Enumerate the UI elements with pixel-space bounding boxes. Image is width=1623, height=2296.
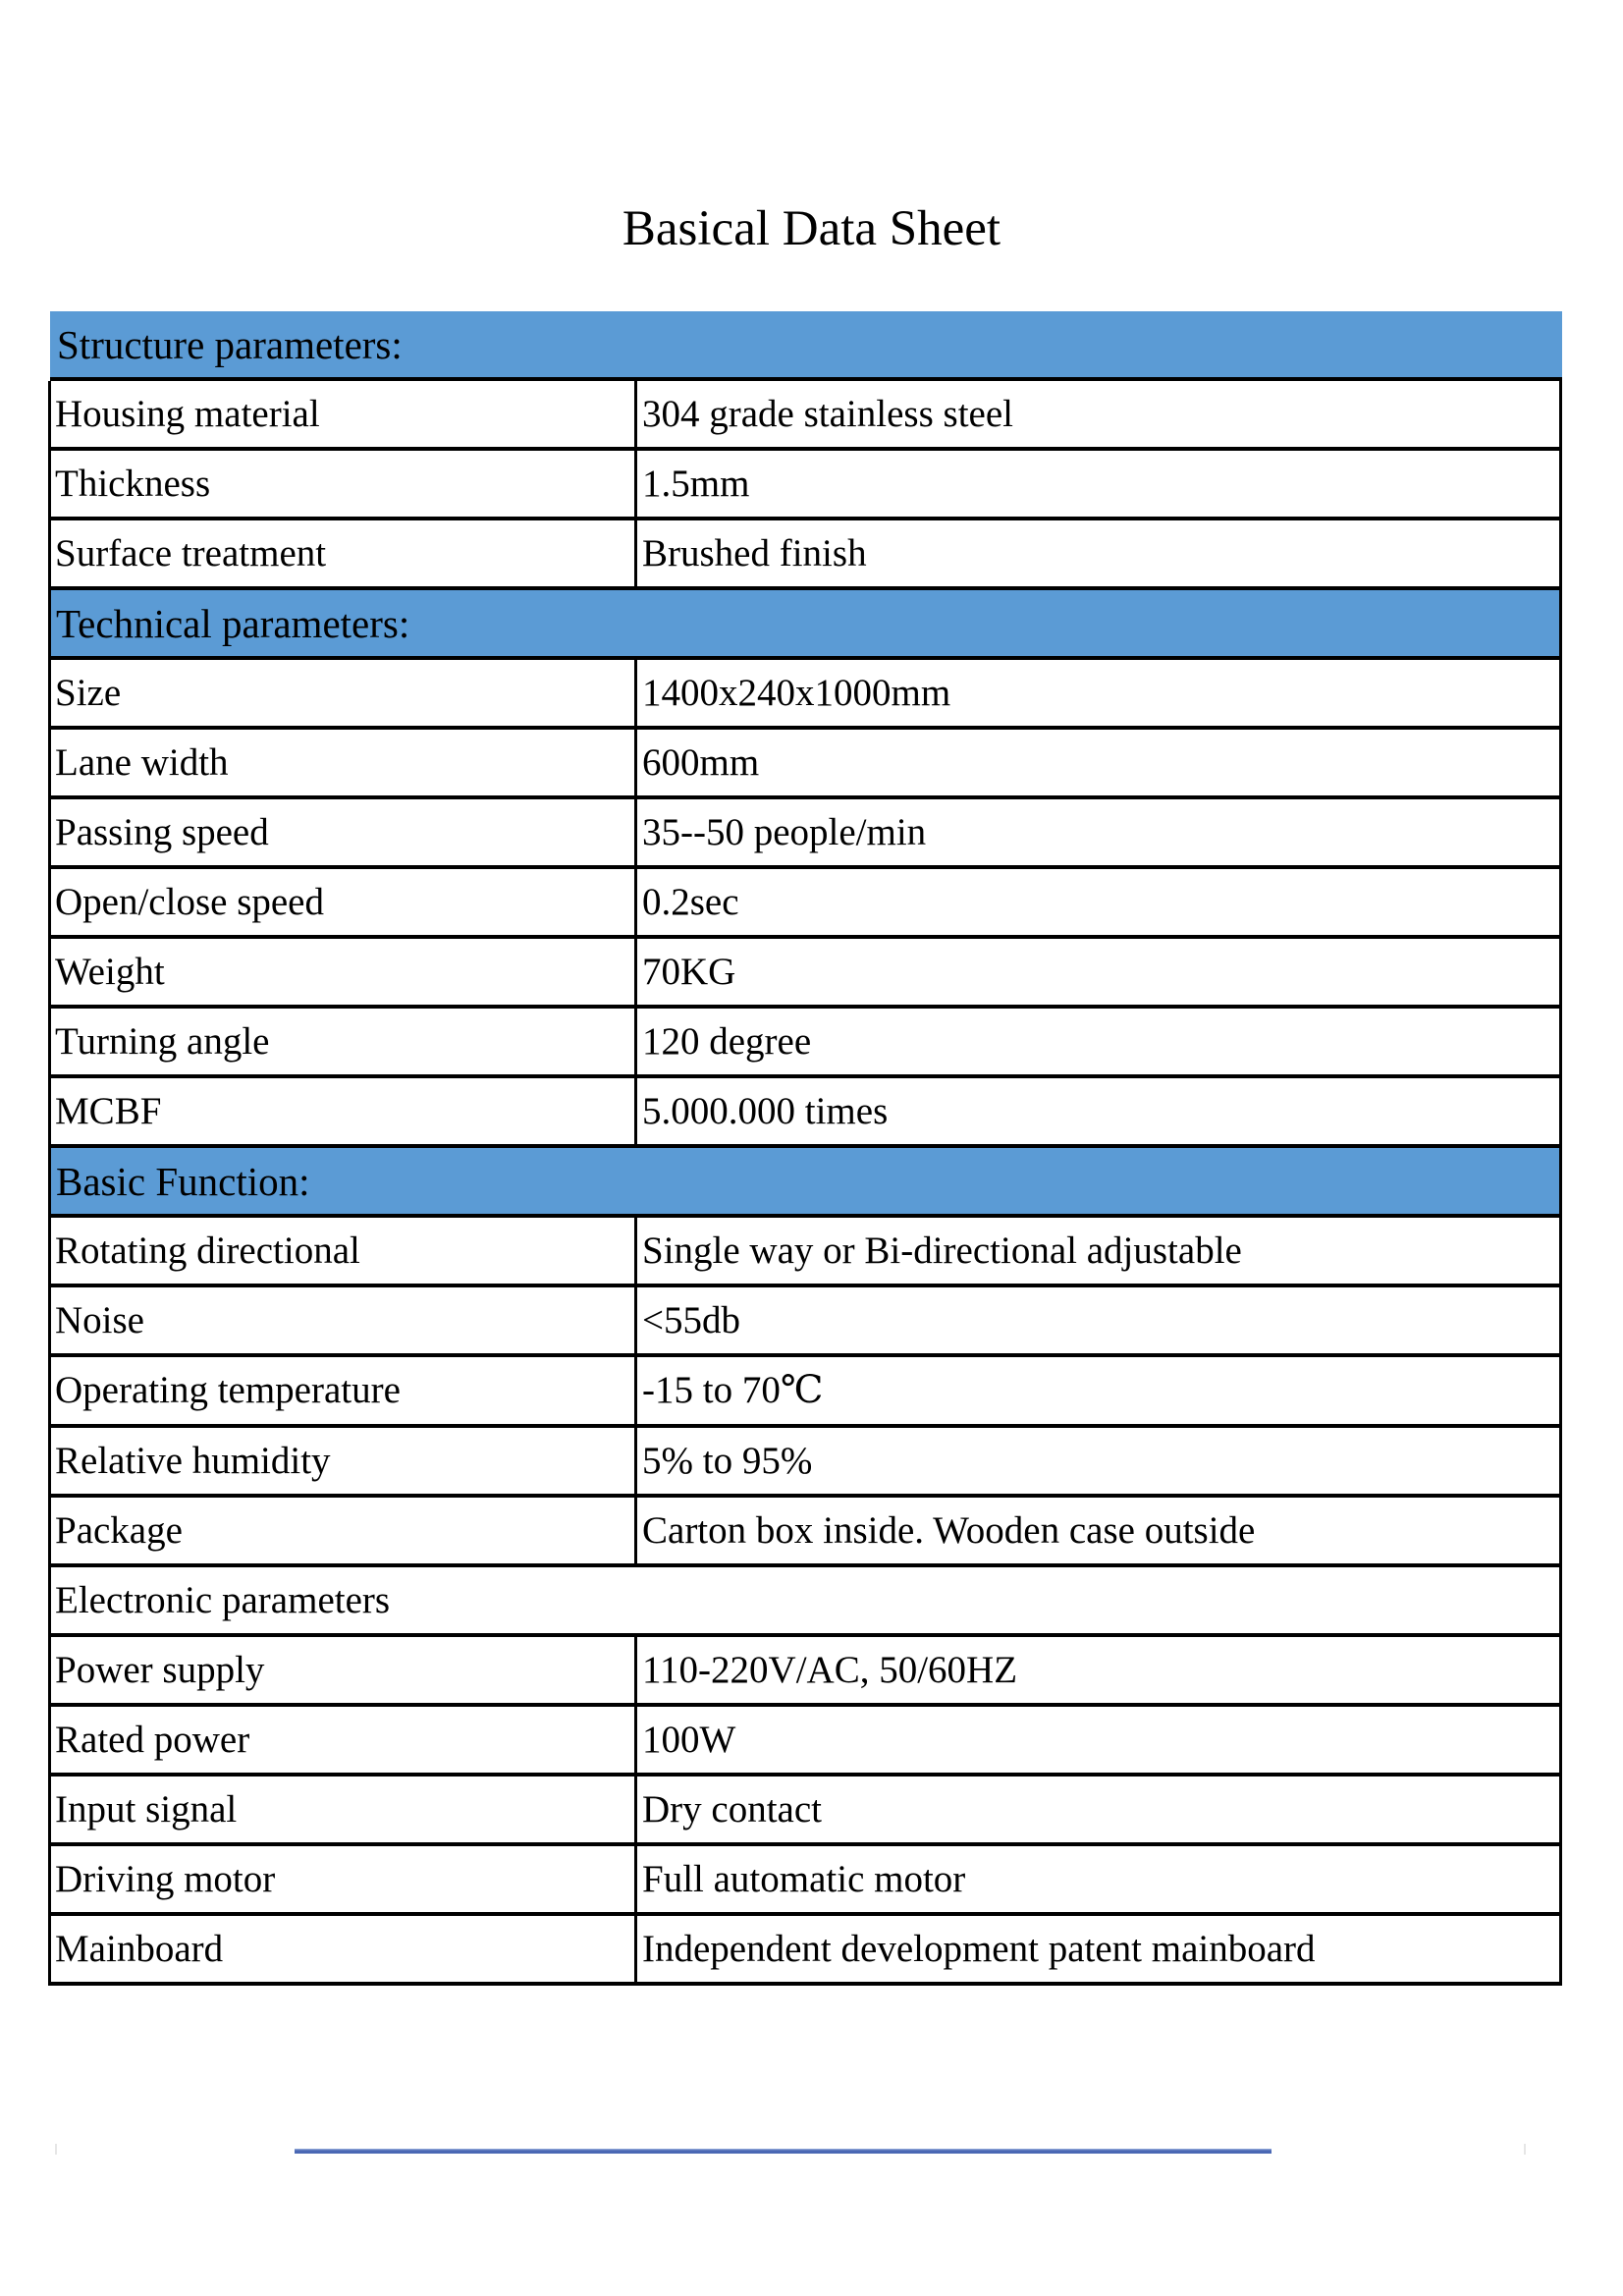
table-row: [48, 1428, 1562, 1498]
row-value: Full automatic motor: [642, 1857, 966, 1900]
row-label: Driving motor: [51, 1846, 637, 1912]
footer-tick-left: [55, 2144, 57, 2155]
row-label: MCBF: [51, 1078, 637, 1144]
table-row: [48, 1498, 1562, 1567]
row-label: Surface treatment: [51, 520, 637, 586]
table-row: [48, 1707, 1562, 1777]
table-row: [48, 1846, 1562, 1916]
row-label: Mainboard: [51, 1916, 637, 1982]
row-label: Lane width: [51, 730, 637, 795]
footer-divider-line: [295, 2149, 1271, 2154]
row-label: Housing material: [51, 381, 637, 447]
row-value: 5.000.000 times: [642, 1090, 889, 1133]
row-value: Carton box inside. Wooden case outside: [642, 1508, 1256, 1552]
row-value: Dry contact: [642, 1787, 823, 1831]
table-row: [48, 451, 1562, 520]
table-row: [48, 1078, 1562, 1148]
row-label: Open/close speed: [51, 869, 637, 935]
table-row: [48, 1637, 1562, 1707]
row-label: Input signal: [51, 1777, 637, 1842]
table-row: [48, 660, 1562, 730]
section-header-basic-function: [48, 1148, 1562, 1218]
row-value: 100W: [642, 1718, 736, 1761]
table-row: [48, 1009, 1562, 1078]
row-label: Operating temperature: [51, 1357, 637, 1423]
footer-tick-right: [1524, 2144, 1526, 2155]
table-row: [48, 1218, 1562, 1287]
row-label: Weight: [51, 939, 637, 1005]
row-value: Brushed finish: [642, 532, 867, 575]
section-header-electronic: [48, 1567, 1562, 1637]
page-title: Basical Data Sheet: [622, 201, 1001, 256]
row-value: 1.5mm: [642, 463, 750, 506]
row-value: 304 grade stainless steel: [642, 393, 1013, 436]
section-header-structure: [50, 311, 1562, 381]
row-value: 70KG: [642, 951, 736, 994]
row-label: Relative humidity: [51, 1428, 637, 1494]
row-label: Power supply: [51, 1637, 637, 1703]
row-label: Package: [51, 1498, 637, 1563]
row-value: Single way or Bi-directional adjustable: [642, 1230, 1242, 1273]
row-value: 1400x240x1000mm: [642, 672, 951, 715]
row-value: 5% to 95%: [642, 1439, 813, 1482]
section-title: Basic Function:: [56, 1158, 310, 1204]
row-label: Turning angle: [51, 1009, 637, 1074]
row-value: 110-220V/AC, 50/60HZ: [642, 1648, 1018, 1691]
table-row: [48, 1916, 1562, 1986]
section-title: Electronic parameters: [55, 1578, 391, 1621]
data-sheet-table: [48, 311, 1562, 1986]
row-label: Size: [51, 660, 637, 726]
table-row: [48, 520, 1562, 590]
row-value: <55db: [642, 1299, 740, 1342]
row-label: Passing speed: [51, 799, 637, 865]
row-value: -15 to 70℃: [642, 1369, 824, 1412]
row-value: 120 degree: [642, 1020, 812, 1064]
table-row: [48, 730, 1562, 799]
row-value: 0.2sec: [642, 881, 739, 924]
table-row: [48, 799, 1562, 869]
section-title: Structure parameters:: [57, 321, 403, 367]
table-row: [48, 869, 1562, 939]
table-row: [48, 381, 1562, 451]
table-row: [48, 1357, 1562, 1427]
row-label: Noise: [51, 1287, 637, 1353]
row-label: Rotating directional: [51, 1218, 637, 1284]
row-value: Independent development patent mainboard: [642, 1927, 1316, 1970]
section-header-technical: [48, 590, 1562, 660]
table-row: [48, 939, 1562, 1009]
row-label: Thickness: [51, 451, 637, 517]
row-label: Rated power: [51, 1707, 637, 1773]
row-value: 600mm: [642, 741, 760, 785]
table-row: [48, 1287, 1562, 1357]
table-row: [48, 1777, 1562, 1846]
row-value: 35--50 people/min: [642, 811, 927, 854]
section-title: Technical parameters:: [56, 600, 410, 646]
